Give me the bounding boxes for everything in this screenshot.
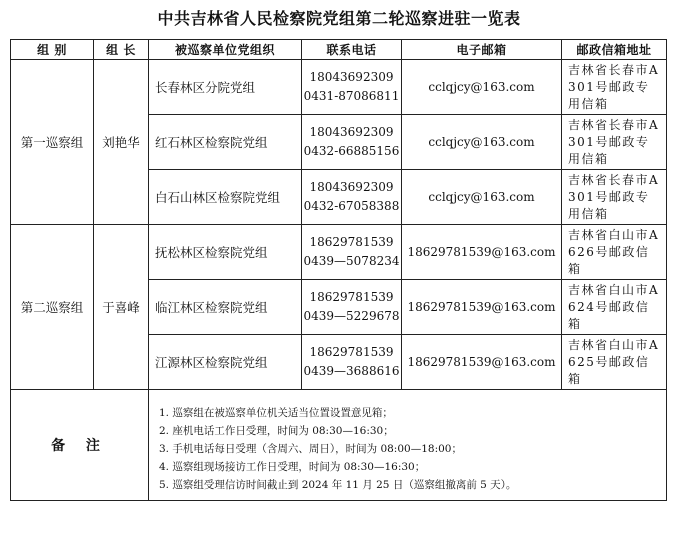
phone-cell	[302, 115, 402, 170]
landline-number: 0439—3688616	[303, 364, 400, 378]
unit-name: 白石山林区检察院党组	[149, 170, 302, 225]
table-row	[11, 60, 667, 115]
remarks-label: 备 注	[11, 390, 149, 501]
landline-number: 0432-66885156	[303, 144, 400, 158]
remarks-list	[149, 404, 666, 494]
unit-name: 红石林区检察院党组	[149, 115, 302, 170]
header-group: 组 别	[11, 40, 94, 60]
mobile-number: 18629781539	[309, 235, 394, 249]
remark-item: 4. 巡察组现场接访工作日受理，时间为 08:30—16:30；	[159, 461, 426, 473]
table-row	[11, 225, 667, 280]
landline-number: 0431-87086811	[303, 89, 400, 103]
remark-item: 1. 巡察组在被巡察单位机关适当位置设置意见箱；	[159, 407, 393, 419]
postal-address: 吉林省白山市A625号邮政信箱	[562, 335, 667, 390]
postal-address: 吉林省长春市A301号邮政专用信箱	[562, 60, 667, 115]
unit-name: 抚松林区检察院党组	[149, 225, 302, 280]
phone-cell	[302, 225, 402, 280]
postal-address: 吉林省长春市A301号邮政专用信箱	[562, 170, 667, 225]
landline-number: 0432-67058388	[303, 199, 400, 213]
group-leader: 刘艳华	[94, 60, 149, 225]
phone-cell	[302, 335, 402, 390]
inspection-table	[10, 39, 667, 501]
remark-item: 5. 巡察组受理信访时间截止到 2024 年 11 月 25 日（巡察组撤离前 5 天）。	[159, 479, 517, 491]
unit-name: 长春林区分院党组	[149, 60, 302, 115]
postal-address: 吉林省长春市A301号邮政专用信箱	[562, 115, 667, 170]
remarks-row	[11, 390, 667, 501]
mobile-number: 18043692309	[309, 70, 394, 84]
landline-number: 0439—5229678	[303, 309, 400, 323]
header-unit: 被巡察单位党组织	[149, 40, 302, 60]
mobile-number: 18043692309	[309, 125, 394, 139]
mobile-number: 18629781539	[309, 345, 394, 359]
group-name: 第二巡察组	[11, 225, 94, 390]
email-address[interactable]: 18629781539@163.com	[402, 335, 562, 390]
group-leader: 于喜峰	[94, 225, 149, 390]
remark-item: 3. 手机电话每日受理（含周六、周日），时间为 08:00—18:00；	[159, 443, 462, 455]
remark-item: 2. 座机电话工作日受理，时间为 08:30—16:30；	[159, 425, 394, 437]
phone-cell	[302, 280, 402, 335]
email-address[interactable]: cclqjcy@163.com	[402, 115, 562, 170]
group-name: 第一巡察组	[11, 60, 94, 225]
document-title: 中共吉林省人民检察院党组第二轮巡察进驻一览表	[157, 9, 521, 28]
header-leader: 组 长	[94, 40, 149, 60]
mobile-number: 18629781539	[309, 290, 394, 304]
header-address: 邮政信箱地址	[562, 40, 667, 60]
postal-address: 吉林省白山市A624号邮政信箱	[562, 280, 667, 335]
postal-address: 吉林省白山市A626号邮政信箱	[562, 225, 667, 280]
email-address[interactable]: cclqjcy@163.com	[402, 170, 562, 225]
email-address[interactable]: 18629781539@163.com	[402, 225, 562, 280]
remarks-content	[149, 390, 667, 501]
header-phone: 联系电话	[302, 40, 402, 60]
landline-number: 0439—5078234	[303, 254, 400, 268]
email-address[interactable]: 18629781539@163.com	[402, 280, 562, 335]
header-email: 电子邮箱	[402, 40, 562, 60]
phone-cell	[302, 170, 402, 225]
unit-name: 临江林区检察院党组	[149, 280, 302, 335]
unit-name: 江源林区检察院党组	[149, 335, 302, 390]
phone-cell	[302, 60, 402, 115]
mobile-number: 18043692309	[309, 180, 394, 194]
header-row	[11, 40, 667, 60]
email-address[interactable]: cclqjcy@163.com	[402, 60, 562, 115]
